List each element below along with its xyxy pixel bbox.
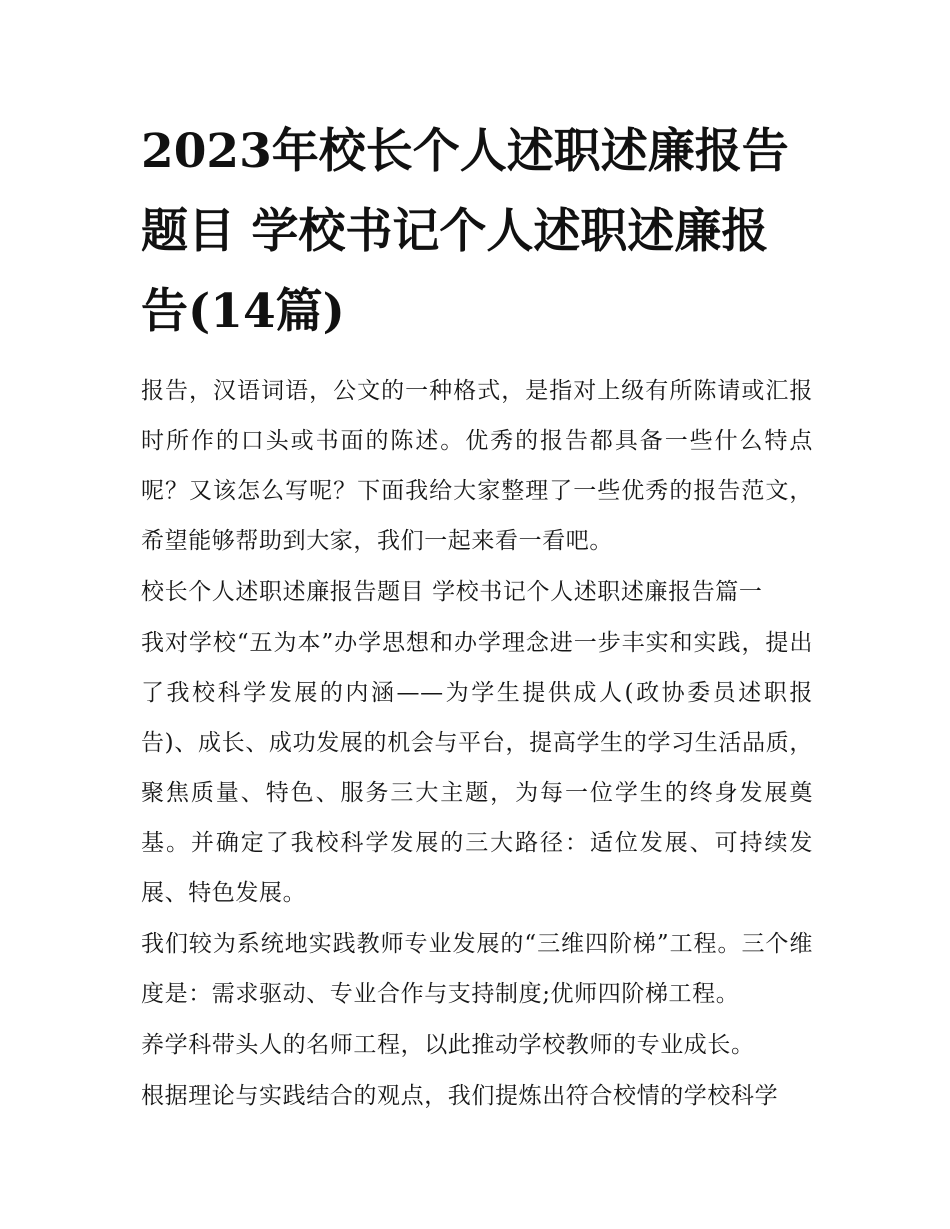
document-page [141,112,813,1122]
body-paragraph: 养学科带头人的名师工程，以此推动学校教师的专业成长。 [141,1032,755,1058]
body-paragraph: 根据理论与实践结合的观点，我们提炼出符合校情的学校科学 [141,1083,779,1109]
document-title: 2023年校长个人述职述廉报告题目 学校书记个人述职述廉报告(14篇) [141,124,789,339]
document-body [141,366,813,1121]
section-heading: 校长个人述职述廉报告题目 学校书记个人述职述廉报告篇一 [141,579,763,605]
intro-paragraph: 报告，汉语词语，公文的一种格式，是指对上级有所陈请或汇报时所作的口头或书面的陈述。优秀的报告都具备一些什么特点呢？又该怎么写呢？下面我给大家整理了一些优秀的报告范文，希望能够帮助到大家，我们一起来看一看吧。 [141,378,813,554]
body-paragraph: 我对学校“五为本”办学思想和办学理念进一步丰实和实践，提出了我校科学发展的内涵——为学生提供成人(政协委员述职报告)、成长、成功发展的机会与平台，提高学生的学习生活品质，聚焦质量、特色、服务三大主题，为每一位学生的终身发展奠基。并确定了我校科学发展的三大路径：适位发展、可持续发展、特色发展。 [141,630,813,906]
body-paragraph: 我们较为系统地实践教师专业发展的“三维四阶梯”工程。三个维度是：需求驱动、专业合作与支持制度;优师四阶梯工程。 [141,931,813,1007]
